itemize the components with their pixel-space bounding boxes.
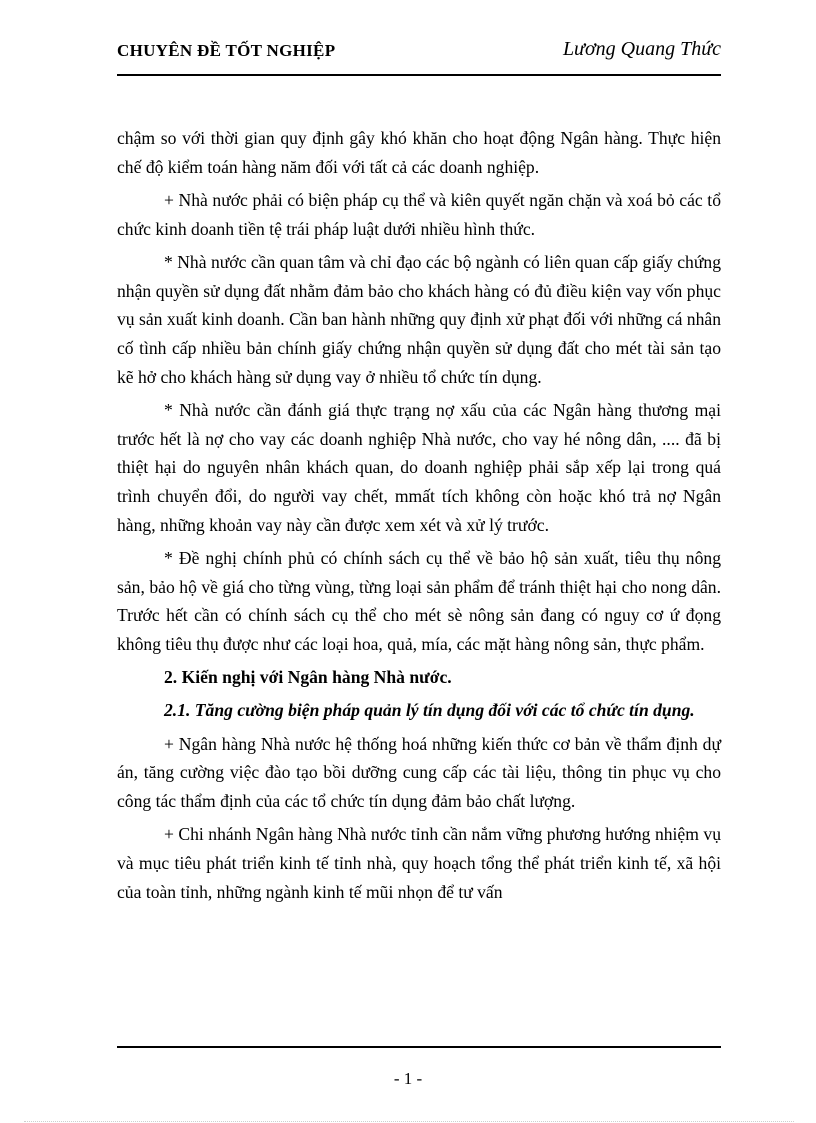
- section-heading: 2. Kiến nghị với Ngân hàng Nhà nước.: [164, 667, 452, 688]
- document-body: [117, 124, 721, 911]
- paragraph: * Nhà nước cần quan tâm và chỉ đạo các bộ ngành có liên quan cấp giấy chứng nhận quyền sử dụng đất nhằm đảm bảo cho khách hàng có đủ điều kiện vay vốn phục vụ sản xuất kinh doanh. Cần ban hành những quy định xử phạt đối với những cá nhân cố tình cấp nhiều bản chính giấy chứng nhận quyền sử dụng đất cho mét tài sản tạo kẽ hở cho khách hàng sử dụng vay ở nhiều tổ chức tín dụng.: [117, 251, 721, 387]
- header-author: Lương Quang Thức: [562, 38, 721, 60]
- page-edge-divider: [24, 1121, 794, 1122]
- paragraph: chậm so với thời gian quy định gây khó khăn cho hoạt động Ngân hàng. Thực hiện chế độ kiểm toán hàng năm đối với tất cả các doanh nghiệp.: [117, 128, 721, 177]
- page-number: - 1 -: [393, 1069, 423, 1088]
- paragraph: + Chi nhánh Ngân hàng Nhà nước tỉnh cần nắm vững phương hướng nhiệm vụ và mục tiêu phát triển kinh tế tỉnh nhà, quy hoạch tổng thể phát triển kinh tế, xã hội của toàn tỉnh, những ngành kinh tế mũi nhọn để tư vấn: [117, 824, 721, 902]
- header-title: CHUYÊN ĐỀ TỐT NGHIỆP: [117, 41, 336, 60]
- subsection-heading: 2.1. Tăng cường biện pháp quản lý tín dụng đối với các tổ chức tín dụng.: [164, 700, 695, 721]
- footer-divider: [117, 1046, 721, 1048]
- paragraph: * Nhà nước cần đánh giá thực trạng nợ xấu của các Ngân hàng thương mại trước hết là nợ cho vay các doanh nghiệp Nhà nước, cho vay hé nông dân, .... đã bị thiệt hại do nguyên nhân khách quan, do doanh nghiệp phải sắp xếp lại trong quá trình chuyển đổi, do người vay chết, mmất tích không còn hoặc khó trả nợ Ngân hàng, những khoản vay này cần được xem xét và xử lý trước.: [117, 399, 721, 535]
- paragraph: * Đề nghị chính phủ có chính sách cụ thể về bảo hộ sản xuất, tiêu thụ nông sản, bảo hộ về giá cho từng vùng, từng loại sản phẩm để tránh thiệt hại cho nong dân. Trước hết cần có chính sách cụ thể cho mét sè nông sản đang có nguy cơ ứ đọng không tiêu thụ được như các loại hoa, quả, mía, các mặt hàng nông sản, thực phẩm.: [117, 547, 721, 654]
- paragraph: + Nhà nước phải có biện pháp cụ thể và kiên quyết ngăn chặn và xoá bỏ các tổ chức kinh doanh tiền tệ trái pháp luật dưới nhiều hình thức.: [117, 189, 721, 239]
- header-divider: [117, 74, 721, 76]
- paragraph: + Ngân hàng Nhà nước hệ thống hoá những kiến thức cơ bản về thẩm định dự án, tăng cường việc đào tạo bồi dưỡng cung cấp các tài liệu, thông tin phục vụ cho công tác thẩm định của các tổ chức tín dụng đảm bảo chất lượng.: [117, 733, 721, 811]
- page-header: [117, 38, 721, 68]
